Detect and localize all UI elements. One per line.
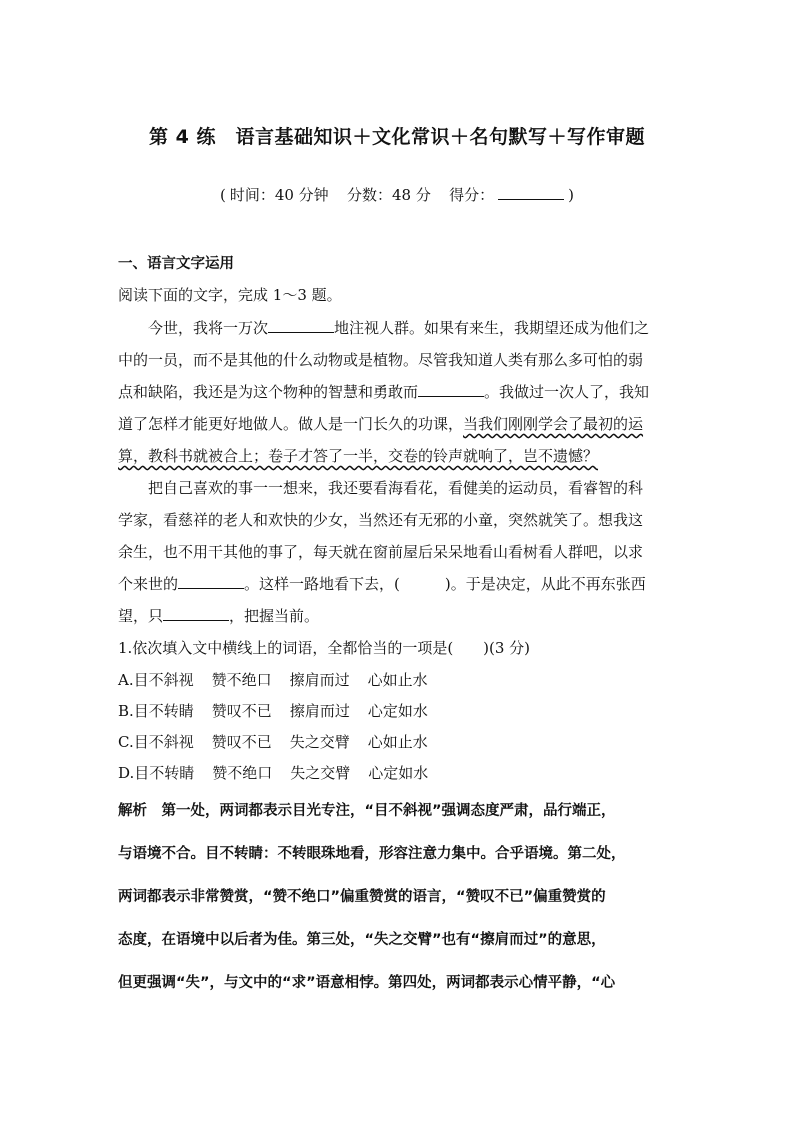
option-b[interactable]: B.目不转睛 赞叹不已 擦肩而过 心定如水: [118, 702, 428, 720]
passage-line: 余生，也不用干其他的事了，每天就在窗前屋后呆呆地看山看树看人群吧，以求: [118, 543, 644, 561]
meta-close: ): [568, 186, 575, 204]
option-c[interactable]: C.目不斜视 赞叹不已 失之交臂 心如止水: [118, 733, 428, 751]
passage-line: 把自己喜欢的事一一想来，我还要看海看花，看健美的运动员，看睿智的科: [148, 479, 644, 497]
analysis-line: 解析 第一处，两词都表示目光专注，“目不斜视”强调态度严肃，品行端正，: [118, 803, 616, 819]
passage-line: [118, 445, 598, 466]
analysis-line: 但更强调“失”，与文中的“求”语意相悖。第四处，两词都表示心情平静，“心: [118, 975, 616, 991]
score-label: 得分：: [449, 186, 495, 204]
passage-line: 点和缺陷，我还是为这个物种的智慧和勇敢而 。我做过一次人了，我知: [118, 383, 650, 401]
meta-open: (: [219, 186, 226, 204]
page-title: 第 4 练 语言基础知识＋文化常识＋名句默写＋写作审题: [149, 126, 645, 148]
blank-1[interactable]: [268, 318, 334, 333]
passage-line: 道了怎样才能更好地做人。做人是一门长久的功课，当我们刚刚学会了最初的运: [118, 415, 644, 433]
section-heading: 一、语言文字运用: [118, 256, 234, 272]
exam-meta: [0, 184, 794, 205]
blank-2[interactable]: [418, 382, 484, 397]
instruction: 阅读下面的文字，完成 1～3 题。: [118, 286, 342, 304]
option-d[interactable]: D.目不转睛 赞不绝口 失之交臂 心定如水: [118, 764, 429, 782]
underlined-sentence: 算，教科书就被合上；卷子才答了一半，交卷的铃声就响了，岂不遗憾？: [118, 447, 599, 465]
passage-line: 望，只 ，把握当前。: [118, 607, 320, 625]
blank-3[interactable]: [178, 574, 244, 589]
question-1: 1.依次填入文中横线上的词语，全都恰当的一项是( )(3 分): [118, 639, 531, 657]
passage-line: 学家，看慈祥的老人和欢快的少女，当然还有无邪的小童，突然就笑了。想我这: [118, 511, 644, 529]
underlined-sentence: 当我们刚刚学会了最初的运: [463, 415, 644, 433]
analysis-line: 两词都表示非常赞赏，“赞不绝口”偏重赞赏的语言，“赞叹不已”偏重赞赏的: [118, 889, 606, 905]
blank-4[interactable]: [163, 606, 229, 621]
total-score: 分数：48 分: [346, 186, 431, 204]
analysis-line: 态度，在语境中以后者为佳。第三处，“失之交臂”也有“擦肩而过”的意思，: [118, 932, 606, 948]
passage-line: 个来世的 。这样一路地看下去，( )。于是决定，从此不再东张西: [118, 575, 646, 593]
passage-line: 中的一员，而不是其他的什么动物或是植物。尽管我知道人类有那么多可怕的弱: [118, 351, 644, 369]
score-blank[interactable]: [498, 185, 564, 200]
passage-line: 今世，我将一万次 地注视人群。如果有来生，我期望还成为他们之: [148, 319, 650, 337]
analysis-line: 与语境不合。目不转睛：不转眼珠地看，形容注意力集中。合乎语境。第二处，: [118, 846, 626, 862]
option-a[interactable]: A.目不斜视 赞不绝口 擦肩而过 心如止水: [118, 671, 428, 689]
time-limit: 时间：40 分钟: [229, 186, 329, 204]
